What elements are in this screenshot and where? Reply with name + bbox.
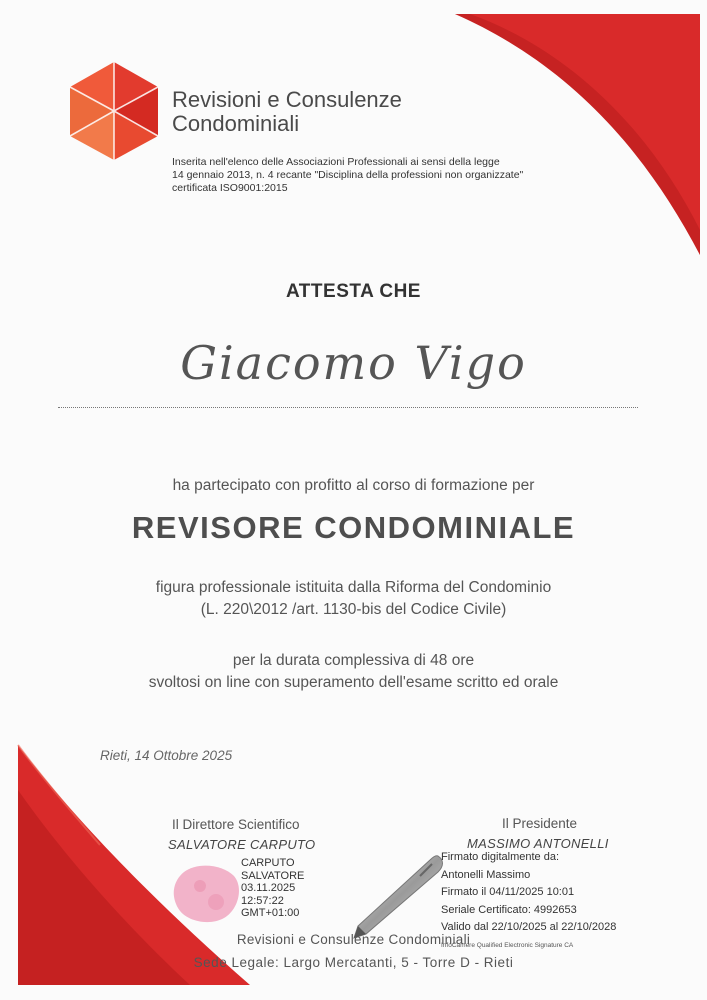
stamp-line: 03.11.2025: [241, 882, 296, 894]
course-title: REVISORE CONDOMINIALE: [131, 510, 576, 545]
digital-signature-line2: Antonelli Massimo: [441, 868, 531, 881]
stamp-line: GMT+01:00: [241, 907, 300, 919]
hexagon-cube-logo-icon: [68, 60, 160, 162]
digital-signature-line3: Firmato il 04/11/2025 10:01: [441, 886, 575, 898]
course-description-line1: figura professionale istituita dalla Riforma del Condominio: [155, 579, 552, 596]
course-description: [0, 577, 707, 621]
legal-note-line1: Inserita nell'elenco delle Associazioni Professionali ai sensi della legge: [172, 156, 500, 168]
place-and-date: Rieti, 14 Ottobre 2025: [100, 748, 233, 763]
footer-address: Sede Legale: Largo Mercatanti, 5 - Torre D - Rieti: [193, 955, 514, 970]
stamp-line: CARPUTO: [241, 857, 295, 869]
president-name: MASSIMO ANTONELLI: [467, 836, 609, 851]
organization-legal-note: [172, 156, 572, 195]
organization-name-line1: Revisioni e Consulenze: [172, 87, 402, 112]
organization-name: [172, 88, 402, 136]
recipient-name: Giacomo Vigo: [180, 336, 527, 390]
director-seal-icon: [172, 862, 242, 924]
participation-text: ha partecipato con profitto al corso di formazione per: [172, 477, 535, 494]
recipient-underline: [58, 407, 638, 408]
director-name: SALVATORE CARPUTO: [168, 837, 316, 852]
digital-signature-line1: Firmato digitalmente da:: [441, 851, 559, 863]
director-role: Il Direttore Scientifico: [172, 817, 300, 832]
course-description-line2: (L. 220\2012 /art. 1130-bis del Codice Civile): [200, 601, 507, 618]
course-duration-line2: svoltosi on line con superamento dell'esame scritto ed orale: [148, 674, 559, 691]
digital-signature-ca: InfoCamere Qualified Electronic Signature CA: [441, 941, 574, 949]
certificate-heading: ATTESTA CHE: [286, 281, 421, 302]
course-duration-line1: per la durata complessiva di 48 ore: [232, 652, 475, 669]
director-digital-stamp: [241, 857, 321, 920]
stamp-line: SALVATORE: [241, 869, 305, 882]
legal-note-line3: certificata ISO9001:2015: [172, 182, 288, 194]
digital-signature-line5: Valido dal 22/10/2025 al 22/10/2028: [441, 921, 617, 933]
legal-note-line2: 14 gennaio 2013, n. 4 recante "Disciplina della professioni non organizzate": [172, 169, 524, 181]
digital-signature-line4: Seriale Certificato: 4992653: [441, 903, 577, 916]
stamp-line: 12:57:22: [241, 894, 284, 907]
footer-organization: Revisioni e Consulenze Condominiali: [236, 932, 471, 947]
president-role: Il Presidente: [502, 816, 578, 831]
course-duration: [0, 650, 707, 694]
pen-icon: [340, 850, 450, 942]
organization-name-line2: Condominiali: [172, 111, 300, 136]
